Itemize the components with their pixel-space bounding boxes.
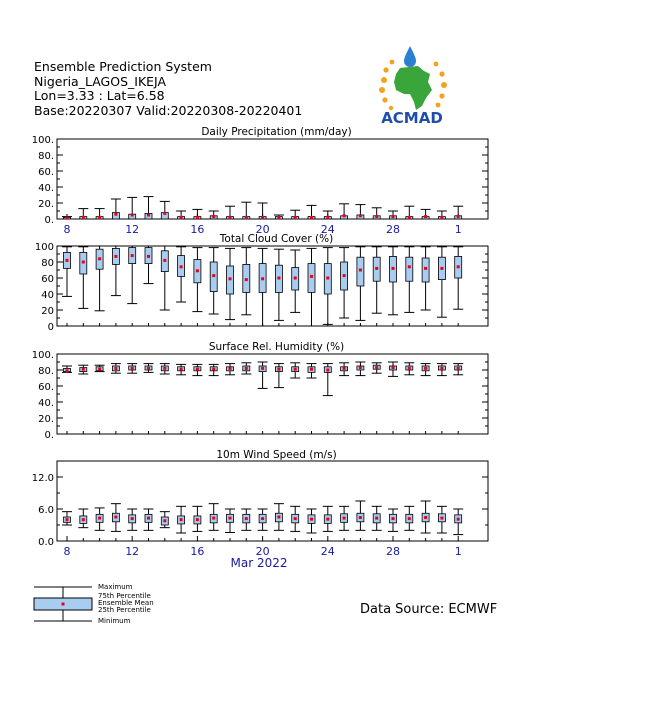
mean-marker	[82, 518, 85, 521]
box-day-7	[160, 201, 170, 219]
mean-marker	[359, 366, 362, 369]
legend-mean-marker	[62, 603, 65, 606]
mean-marker	[457, 367, 460, 370]
mean-marker	[114, 213, 117, 216]
mean-marker	[196, 518, 199, 521]
box-day-8	[176, 211, 186, 219]
mean-marker	[375, 267, 378, 270]
mean-marker	[212, 215, 215, 218]
x-tick-label: 16	[190, 223, 205, 236]
panel-1	[32, 126, 488, 236]
mean-marker	[440, 267, 443, 270]
mean-marker	[66, 217, 69, 220]
box-day-14	[274, 215, 284, 219]
box-day-4	[111, 364, 121, 374]
mean-marker	[424, 215, 427, 218]
box-day-13	[258, 509, 268, 530]
box-day-22	[404, 247, 414, 313]
mean-marker	[245, 367, 248, 370]
mean-marker	[457, 215, 460, 218]
mean-marker	[212, 274, 215, 277]
box-day-1	[62, 512, 72, 525]
mean-marker	[180, 216, 183, 219]
mean-marker	[114, 516, 117, 519]
mean-marker	[294, 517, 297, 520]
box-day-14	[274, 249, 284, 320]
box-day-19	[355, 501, 365, 530]
box-day-2	[78, 209, 88, 219]
mean-marker	[245, 216, 248, 219]
mean-marker	[457, 265, 460, 268]
mean-marker	[261, 216, 264, 219]
panel-3	[32, 341, 488, 441]
box-day-11	[225, 206, 235, 219]
mean-marker	[277, 277, 280, 280]
panel-4	[32, 449, 488, 570]
mean-marker	[408, 265, 411, 268]
box-day-24	[437, 247, 447, 317]
box-day-19	[355, 362, 365, 376]
y-tick-label: 0.0	[38, 537, 54, 548]
mean-marker	[180, 518, 183, 521]
box-day-22	[404, 506, 414, 530]
mean-marker	[392, 215, 395, 218]
box-day-18	[339, 204, 349, 219]
box-day-5	[127, 364, 137, 374]
panel-title: Daily Precipitation (mm/day)	[201, 126, 352, 138]
y-tick-label: 20.	[38, 199, 54, 210]
box-day-1	[62, 366, 72, 372]
mean-marker	[392, 267, 395, 270]
mean-marker	[180, 368, 183, 371]
mean-marker	[261, 277, 264, 280]
mean-marker	[294, 216, 297, 219]
box-day-11	[225, 248, 235, 319]
logo-text: ACMAD	[381, 109, 443, 126]
box-day-16	[307, 509, 317, 533]
box-day-23	[421, 247, 431, 310]
mean-marker	[277, 216, 280, 219]
mean-marker	[440, 517, 443, 520]
mean-marker	[343, 274, 346, 277]
box-day-17	[323, 211, 333, 219]
mean-marker	[359, 269, 362, 272]
y-tick-label: 40.	[38, 398, 54, 409]
box-day-20	[372, 247, 382, 313]
box-day-19	[355, 247, 365, 321]
box-day-1	[62, 247, 72, 297]
box-day-18	[339, 363, 349, 376]
mean-marker	[82, 216, 85, 219]
box-day-3	[95, 365, 105, 371]
box-day-25	[453, 247, 463, 309]
box-day-7	[160, 512, 170, 528]
mean-marker	[326, 518, 329, 521]
panel-title: 10m Wind Speed (m/s)	[216, 449, 337, 461]
box-day-24	[437, 211, 447, 219]
mean-marker	[163, 259, 166, 262]
box-day-14	[274, 364, 284, 388]
iqr-box	[357, 257, 364, 286]
mean-marker	[212, 368, 215, 371]
mean-marker	[310, 518, 313, 521]
y-tick-label: 100	[34, 242, 54, 253]
mean-marker	[212, 517, 215, 520]
x-tick-label: 8	[63, 223, 71, 236]
box-day-9	[192, 209, 202, 219]
box-day-7	[160, 246, 170, 310]
y-tick-label: 100.	[31, 135, 54, 146]
box-day-15	[290, 210, 300, 219]
x-tick-label: 28	[386, 223, 400, 236]
box-day-7	[160, 364, 170, 374]
box-day-16	[307, 364, 317, 378]
panel-title: Surface Rel. Humidity (%)	[208, 341, 345, 353]
mean-marker	[326, 277, 329, 280]
box-day-4	[111, 246, 121, 296]
mean-marker	[163, 367, 166, 370]
box-day-9	[192, 506, 202, 531]
box-day-12	[241, 363, 251, 374]
box-day-4	[111, 199, 121, 219]
mean-marker	[326, 369, 329, 372]
box-day-2	[78, 365, 88, 374]
box-day-9	[192, 248, 202, 312]
forecast-dates: Base:20220307 Valid:20220308-20220401	[34, 102, 303, 118]
box-day-20	[372, 208, 382, 219]
mean-marker	[196, 269, 199, 272]
mean-marker	[261, 517, 264, 520]
box-day-12	[241, 202, 251, 219]
mean-marker	[343, 367, 346, 370]
mean-marker	[424, 267, 427, 270]
box-day-8	[176, 506, 186, 533]
mean-marker	[66, 259, 69, 262]
x-tick-label: 16	[190, 545, 205, 558]
box-day-15	[290, 250, 300, 312]
mean-marker	[131, 254, 134, 257]
legend-label: 75th Percentile	[98, 592, 151, 600]
legend-label: Minimum	[98, 617, 131, 625]
x-tick-label: 24	[320, 545, 335, 558]
mean-marker	[131, 214, 134, 217]
mean-marker	[82, 368, 85, 371]
box-day-2	[78, 247, 88, 309]
panel-frame	[57, 139, 488, 219]
box-day-6	[144, 246, 154, 284]
mean-marker	[424, 367, 427, 370]
box-day-23	[421, 364, 431, 376]
mean-marker	[343, 214, 346, 217]
x-tick-label: 12	[125, 545, 140, 558]
box-day-25	[453, 206, 463, 219]
mean-marker	[229, 277, 232, 280]
mean-marker	[375, 215, 378, 218]
mean-marker	[98, 216, 101, 219]
y-tick-label: 40	[41, 290, 54, 301]
mean-marker	[98, 257, 101, 260]
box-day-23	[421, 501, 431, 533]
box-day-24	[437, 364, 447, 376]
box-day-17	[323, 248, 333, 325]
mean-marker	[114, 255, 117, 258]
box-day-22	[404, 363, 414, 375]
box-day-13	[258, 248, 268, 326]
box-day-1	[62, 217, 72, 220]
mean-marker	[229, 216, 232, 219]
x-tick-label: 8	[63, 545, 71, 558]
y-tick-label: 0	[47, 322, 54, 333]
mean-marker	[261, 367, 264, 370]
mean-marker	[131, 517, 134, 520]
box-day-3	[95, 209, 105, 219]
mean-marker	[163, 519, 166, 522]
mean-marker	[408, 517, 411, 520]
legend-label: Maximum	[98, 583, 133, 591]
mean-marker	[359, 214, 362, 217]
panel-title: Total Cloud Cover (%)	[219, 233, 334, 245]
mean-marker	[277, 516, 280, 519]
mean-marker	[375, 366, 378, 369]
mean-marker	[196, 368, 199, 371]
x-tick-label: 24	[320, 223, 335, 236]
y-tick-label: 20	[41, 306, 54, 317]
box-day-10	[209, 211, 219, 219]
mean-marker	[392, 517, 395, 520]
mean-marker	[375, 517, 378, 520]
mean-marker	[131, 367, 134, 370]
mean-marker	[326, 216, 329, 219]
y-tick-label: 80	[41, 258, 54, 269]
mean-marker	[147, 517, 150, 520]
box-day-17	[323, 364, 333, 396]
y-tick-label: 80.	[38, 151, 54, 162]
iqr-box	[406, 257, 413, 281]
box-day-8	[176, 364, 186, 374]
x-tick-label: 20	[255, 223, 270, 236]
mean-marker	[229, 367, 232, 370]
data-source: Data Source: ECMWF	[360, 602, 498, 617]
box-day-18	[339, 248, 349, 318]
mean-marker	[294, 368, 297, 371]
mean-marker	[82, 261, 85, 264]
y-tick-label: 6.0	[38, 505, 54, 516]
box-day-21	[388, 362, 398, 376]
box-day-25	[453, 509, 463, 535]
legend	[34, 583, 154, 625]
mean-marker	[66, 518, 69, 521]
box-day-24	[437, 506, 447, 533]
box-day-5	[127, 197, 137, 219]
box-day-19	[355, 205, 365, 219]
mean-marker	[408, 216, 411, 219]
box-day-20	[372, 363, 382, 373]
mean-marker	[440, 216, 443, 219]
y-tick-label: 100.	[31, 350, 54, 361]
box-day-21	[388, 211, 398, 219]
box-day-10	[209, 248, 219, 314]
y-tick-label: 0.	[44, 215, 54, 226]
panel-2	[35, 233, 488, 333]
box-day-8	[176, 247, 186, 302]
box-day-22	[404, 206, 414, 219]
legend-label: Ensemble Mean	[98, 599, 154, 607]
system-title: Ensemble Prediction System	[34, 59, 212, 74]
box-day-14	[274, 504, 284, 531]
box-day-13	[258, 362, 268, 388]
mean-marker	[163, 212, 166, 215]
y-tick-label: 60	[41, 274, 54, 285]
box-day-9	[192, 364, 202, 375]
box-day-3	[95, 246, 105, 311]
mean-marker	[245, 278, 248, 281]
iqr-box	[308, 264, 315, 293]
box-day-5	[127, 509, 137, 530]
box-day-5	[127, 246, 137, 304]
y-tick-label: 60.	[38, 167, 54, 178]
mean-marker	[245, 517, 248, 520]
station-coordinates: Lon=3.33 : Lat=6.58	[34, 88, 165, 103]
mean-marker	[229, 517, 232, 520]
mean-marker	[457, 518, 460, 521]
x-tick-label: 20	[255, 545, 270, 558]
x-tick-label: 12	[125, 223, 140, 236]
box-day-11	[225, 509, 235, 532]
box-day-10	[209, 504, 219, 531]
box-day-16	[307, 205, 317, 219]
mean-marker	[310, 275, 313, 278]
box-day-21	[388, 509, 398, 531]
mean-marker	[66, 369, 69, 372]
y-tick-label: 12.0	[31, 473, 54, 484]
box-day-6	[144, 197, 154, 219]
mean-marker	[98, 517, 101, 520]
box-day-15	[290, 363, 300, 378]
box-day-6	[144, 364, 154, 373]
mean-marker	[310, 368, 313, 371]
mean-marker	[196, 216, 199, 219]
box-day-21	[388, 247, 398, 315]
station-name: Nigeria_LAGOS_IKEJA	[34, 73, 167, 89]
y-tick-label: 0.	[44, 430, 54, 441]
mean-marker	[147, 367, 150, 370]
mean-marker	[310, 216, 313, 219]
box-day-15	[290, 506, 300, 531]
legend-label: 25th Percentile	[98, 606, 151, 614]
box-day-20	[372, 506, 382, 530]
mean-marker	[114, 367, 117, 370]
box-day-4	[111, 504, 121, 532]
box-day-17	[323, 506, 333, 531]
box-day-13	[258, 203, 268, 219]
x-axis-label: Mar 2022	[230, 556, 288, 570]
box-day-12	[241, 248, 251, 315]
mean-marker	[424, 516, 427, 519]
iqr-box	[422, 258, 429, 282]
mean-marker	[440, 367, 443, 370]
box-day-3	[95, 508, 105, 530]
y-tick-label: 60.	[38, 382, 54, 393]
y-tick-label: 80.	[38, 366, 54, 377]
y-tick-label: 20.	[38, 414, 54, 425]
mean-marker	[294, 277, 297, 280]
box-day-18	[339, 506, 349, 530]
mean-marker	[147, 255, 150, 258]
chart-panels	[32, 126, 488, 570]
box-day-25	[453, 364, 463, 375]
box-day-16	[307, 248, 317, 326]
x-tick-label: 28	[386, 545, 400, 558]
x-tick-label: 1	[454, 545, 462, 558]
mean-marker	[343, 517, 346, 520]
mean-marker	[408, 367, 411, 370]
box-day-23	[421, 209, 431, 219]
mean-marker	[180, 265, 183, 268]
box-day-11	[225, 364, 235, 375]
mean-marker	[359, 516, 362, 519]
x-tick-label: 1	[454, 223, 462, 236]
mean-marker	[392, 366, 395, 369]
y-tick-label: 40.	[38, 183, 54, 194]
mean-marker	[147, 214, 150, 217]
box-day-12	[241, 509, 251, 530]
box-day-10	[209, 364, 219, 375]
box-day-6	[144, 509, 154, 530]
mean-marker	[98, 368, 101, 371]
box-day-2	[78, 509, 88, 528]
mean-marker	[277, 368, 280, 371]
